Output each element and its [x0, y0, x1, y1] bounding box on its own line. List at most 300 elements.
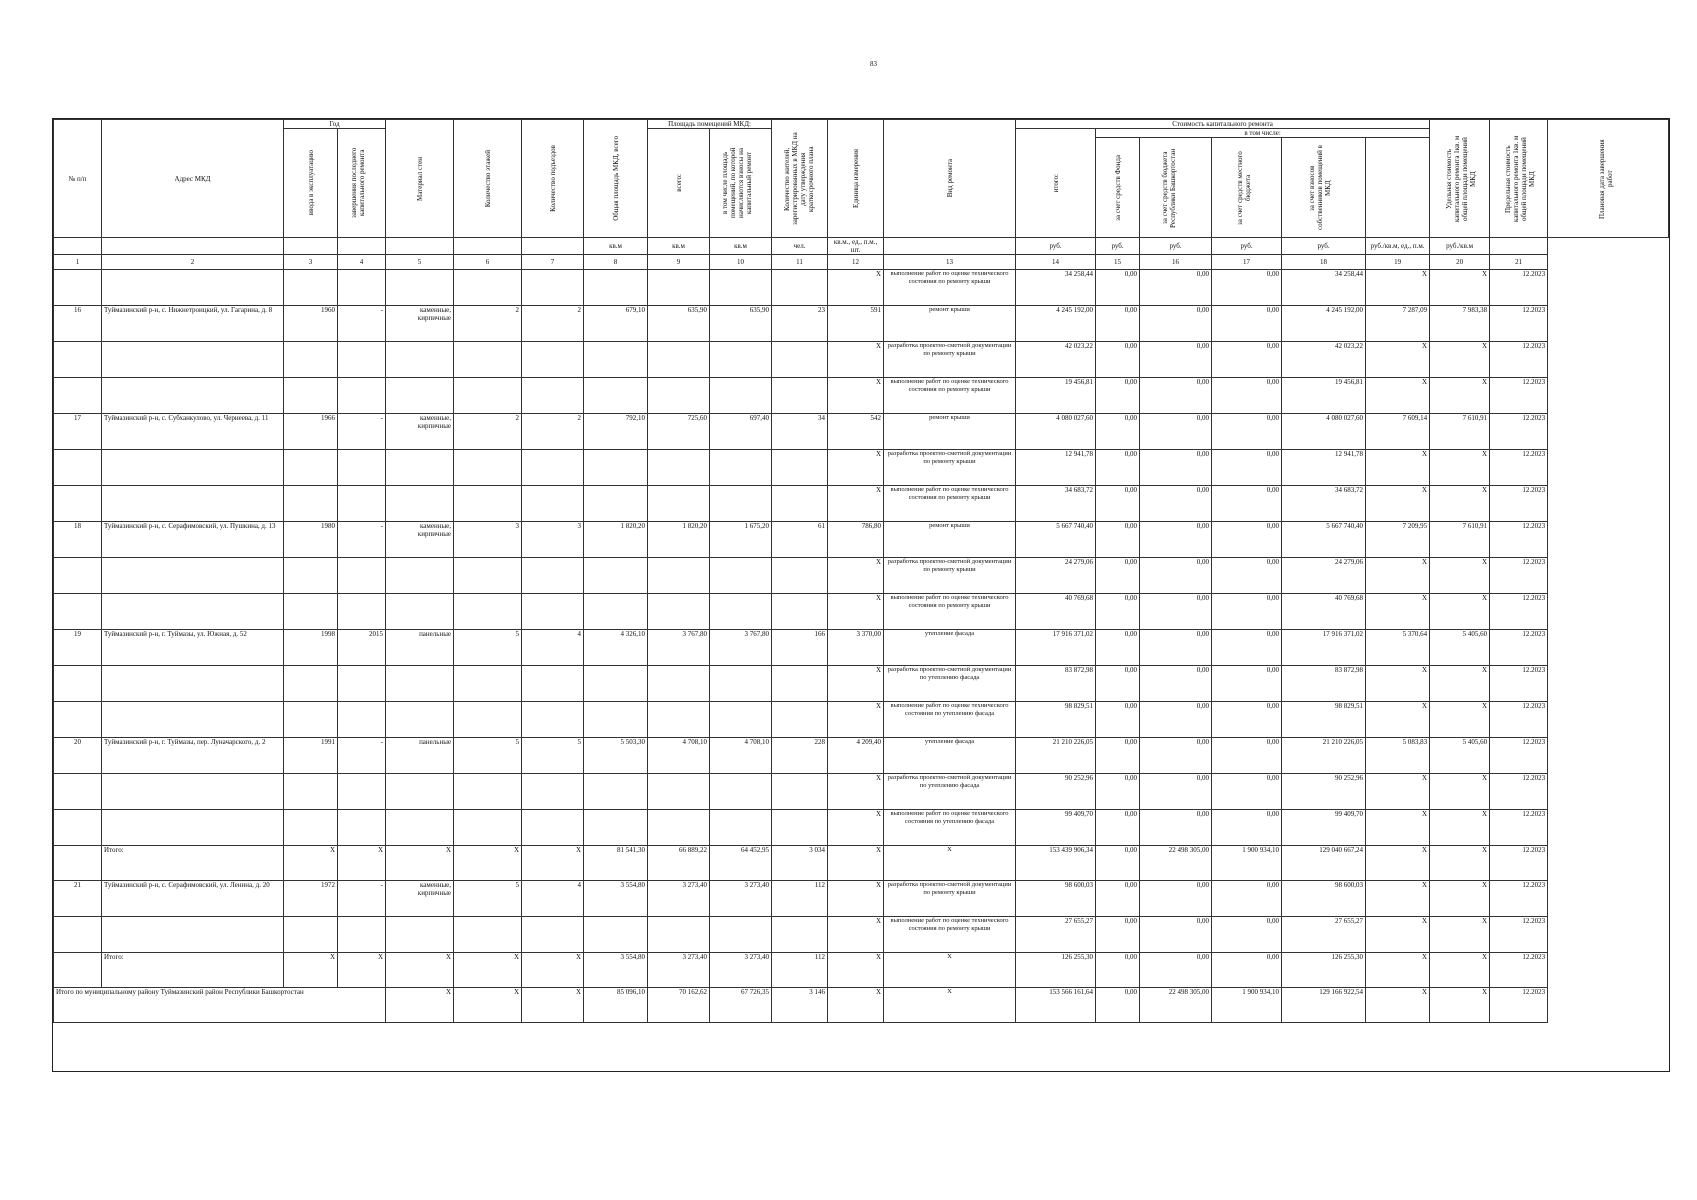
cell-work: утепление фасада — [884, 738, 1016, 774]
grand-total-c12: X — [828, 988, 884, 1023]
cell-a9: 4 708,10 — [648, 738, 710, 774]
cell-a9: 725,60 — [648, 414, 710, 450]
header-premises-incl: в том числе площадь помещений, по которой начисляются взносы на капитальный ремонт — [710, 129, 772, 238]
cell-a8 — [584, 594, 648, 630]
cell-work: разработка проектно-сметной документации по утеплению фасада — [884, 666, 1016, 702]
cell-c11 — [772, 810, 828, 846]
cell-c18: 24 279,06 — [1282, 558, 1366, 594]
cell-en — [522, 378, 584, 414]
cell-c16: 0,00 — [1140, 342, 1212, 378]
cell-a8 — [584, 450, 648, 486]
cell-c15: 0,00 — [1096, 846, 1140, 881]
cell-c17: 0,00 — [1212, 594, 1282, 630]
cell-addr — [102, 594, 284, 630]
header-planned-date: Плановая дата завершения работ — [1548, 120, 1669, 238]
unit-cell — [54, 238, 102, 255]
cell-c21: 12.2023 — [1490, 522, 1548, 558]
cell-y2: 2015 — [338, 630, 386, 666]
cell-addr: Туймазинский р-н, г. Туймазы, ул. Южная, д. 52 — [102, 630, 284, 666]
cell-fl — [454, 486, 522, 522]
table-row — [54, 594, 1669, 630]
cell-c18: 126 255,30 — [1282, 953, 1366, 988]
cell-c20: X — [1430, 594, 1490, 630]
cell-a10: 635,90 — [710, 306, 772, 342]
column-numbers-row — [54, 255, 1669, 270]
cell-c14: 98 829,51 — [1016, 702, 1096, 738]
grand-total-c20: X — [1430, 988, 1490, 1023]
cell-c15: 0,00 — [1096, 378, 1140, 414]
cell-c12: X — [828, 486, 884, 522]
cell-fl — [454, 450, 522, 486]
cell-n: 16 — [54, 306, 102, 342]
cell-addr — [102, 378, 284, 414]
cell-a10 — [710, 378, 772, 414]
table-row — [54, 342, 1669, 378]
cell-a9 — [648, 774, 710, 810]
cell-mat — [386, 378, 454, 414]
cell-c19: X — [1366, 810, 1430, 846]
cell-n — [54, 810, 102, 846]
cell-y2 — [338, 594, 386, 630]
cell-c14: 17 916 371,02 — [1016, 630, 1096, 666]
cell-c14: 4 080 027,60 — [1016, 414, 1096, 450]
cell-mat — [386, 810, 454, 846]
cell-en — [522, 486, 584, 522]
cell-a8 — [584, 486, 648, 522]
cell-c19: X — [1366, 594, 1430, 630]
cell-c17: 0,00 — [1212, 378, 1282, 414]
cell-y1: X — [284, 846, 338, 881]
unit-cell — [522, 238, 584, 255]
cell-a9: 66 889,22 — [648, 846, 710, 881]
cell-a9 — [648, 270, 710, 306]
cell-fl — [454, 270, 522, 306]
cell-c17: 0,00 — [1212, 558, 1282, 594]
cell-c11: 3 034 — [772, 846, 828, 881]
cell-c20: X — [1430, 378, 1490, 414]
column-number-cell: 11 — [772, 255, 828, 270]
cell-en: 2 — [522, 306, 584, 342]
cell-work: ремонт крыши — [884, 414, 1016, 450]
cell-addr: Туймазинский р-н, с. Серафимовский, ул. Пушкина, д. 13 — [102, 522, 284, 558]
cell-c21: 12.2023 — [1490, 953, 1548, 988]
column-number-cell: 20 — [1430, 255, 1490, 270]
cell-n: 17 — [54, 414, 102, 450]
cell-work: разработка проектно-сметной документации по утеплению фасада — [884, 774, 1016, 810]
table-row — [54, 378, 1669, 414]
cell-c19: X — [1366, 846, 1430, 881]
cell-mat — [386, 702, 454, 738]
cell-c11 — [772, 917, 828, 953]
table-row — [54, 881, 1669, 917]
cell-c11: 23 — [772, 306, 828, 342]
cell-a9 — [648, 594, 710, 630]
cell-c17: 0,00 — [1212, 450, 1282, 486]
cell-y1 — [284, 342, 338, 378]
cell-c15: 0,00 — [1096, 522, 1140, 558]
cell-c16: 0,00 — [1140, 702, 1212, 738]
cell-work: выполнение работ по оценке технического состояния по ремонту крыши — [884, 486, 1016, 522]
unit-cell: чел. — [772, 238, 828, 255]
cell-c12: X — [828, 378, 884, 414]
cell-c16: 22 498 305,00 — [1140, 846, 1212, 881]
cell-c14: 34 683,72 — [1016, 486, 1096, 522]
cell-y2 — [338, 774, 386, 810]
cell-c18: 21 210 226,05 — [1282, 738, 1366, 774]
cell-en — [522, 342, 584, 378]
cell-c18: 42 023,22 — [1282, 342, 1366, 378]
grand-total-c21: 12.2023 — [1490, 988, 1548, 1023]
cell-c18: 98 600,03 — [1282, 881, 1366, 917]
cell-c17: 0,00 — [1212, 738, 1282, 774]
cell-c17: 0,00 — [1212, 917, 1282, 953]
cell-c19: X — [1366, 917, 1430, 953]
unit-cell — [1490, 238, 1548, 255]
grand-total-c7: X — [522, 988, 584, 1023]
column-number-cell: 19 — [1366, 255, 1430, 270]
cell-work: разработка проектно-сметной документации по ремонту крыши — [884, 881, 1016, 917]
cell-a8: 792,10 — [584, 414, 648, 450]
cell-mat: панельные — [386, 738, 454, 774]
cell-c14: 21 210 226,05 — [1016, 738, 1096, 774]
cell-work: ремонт крыши — [884, 306, 1016, 342]
column-number-cell: 16 — [1140, 255, 1212, 270]
cell-c11 — [772, 558, 828, 594]
cell-a9: 3 273,40 — [648, 881, 710, 917]
cell-fl — [454, 342, 522, 378]
cell-c11 — [772, 270, 828, 306]
cell-a8 — [584, 774, 648, 810]
grand-total-c15: 0,00 — [1096, 988, 1140, 1023]
cell-en — [522, 702, 584, 738]
cell-addr: Туймазинский р-н, с. Субханкулово, ул. Чернеева, д. 11 — [102, 414, 284, 450]
cell-y2 — [338, 810, 386, 846]
cell-c16: 0,00 — [1140, 630, 1212, 666]
cell-y1 — [284, 378, 338, 414]
grand-total-c6: X — [454, 988, 522, 1023]
cell-c19: 5 083,83 — [1366, 738, 1430, 774]
cell-c17: 0,00 — [1212, 881, 1282, 917]
grand-total-work: X — [884, 988, 1016, 1023]
cell-mat — [386, 666, 454, 702]
cell-mat: X — [386, 953, 454, 988]
cell-y2 — [338, 917, 386, 953]
cell-c14: 99 409,70 — [1016, 810, 1096, 846]
cell-y1: 1998 — [284, 630, 338, 666]
cell-y2: X — [338, 953, 386, 988]
cell-en: X — [522, 953, 584, 988]
cell-c21: 12.2023 — [1490, 810, 1548, 846]
unit-cell — [284, 238, 338, 255]
cell-y1 — [284, 270, 338, 306]
header-floors: Количество этажей — [454, 120, 522, 238]
cell-c17: 0,00 — [1212, 486, 1282, 522]
cell-c14: 12 941,78 — [1016, 450, 1096, 486]
cell-c16: 0,00 — [1140, 594, 1212, 630]
cell-c17: 0,00 — [1212, 630, 1282, 666]
cell-c20: X — [1430, 342, 1490, 378]
grand-total-c14: 153 566 161,64 — [1016, 988, 1096, 1023]
cell-a8: 81 541,30 — [584, 846, 648, 881]
cell-a10 — [710, 917, 772, 953]
cell-c19: 5 370,64 — [1366, 630, 1430, 666]
cell-c21: 12.2023 — [1490, 881, 1548, 917]
cell-c21: 12.2023 — [1490, 702, 1548, 738]
cell-c18: 99 409,70 — [1282, 810, 1366, 846]
cell-en — [522, 810, 584, 846]
unit-cell: кв.м — [710, 238, 772, 255]
cell-a8: 1 820,20 — [584, 522, 648, 558]
cell-a9 — [648, 378, 710, 414]
cell-a10: 3 273,40 — [710, 953, 772, 988]
cell-c14: 40 769,68 — [1016, 594, 1096, 630]
cell-c15: 0,00 — [1096, 702, 1140, 738]
header-cost: Стоимость капитального ремонта — [1016, 120, 1430, 129]
cell-y1: 1972 — [284, 881, 338, 917]
cell-y1: 1960 — [284, 306, 338, 342]
cell-a10 — [710, 810, 772, 846]
header-unit-cost: Удельная стоимость капитального ремонта 1кв. м общей площади помещений МКД — [1430, 120, 1490, 238]
column-number-cell: 5 — [386, 255, 454, 270]
cell-mat: каменные, кирпичные — [386, 522, 454, 558]
cell-y2: - — [338, 306, 386, 342]
cell-mat — [386, 917, 454, 953]
cell-c19: X — [1366, 450, 1430, 486]
cell-addr: Итого: — [102, 846, 284, 881]
table-row — [54, 917, 1669, 953]
cell-mat — [386, 774, 454, 810]
cell-c15: 0,00 — [1096, 881, 1140, 917]
cell-n — [54, 774, 102, 810]
cell-y1 — [284, 558, 338, 594]
cell-c19: X — [1366, 702, 1430, 738]
cell-n — [54, 594, 102, 630]
cell-a10 — [710, 594, 772, 630]
cell-n — [54, 270, 102, 306]
cell-a10 — [710, 666, 772, 702]
cell-c21: 12.2023 — [1490, 450, 1548, 486]
cell-addr: Итого: — [102, 953, 284, 988]
cell-fl — [454, 666, 522, 702]
cell-c11: 34 — [772, 414, 828, 450]
cell-c11 — [772, 450, 828, 486]
cell-fl — [454, 702, 522, 738]
cell-c20: X — [1430, 450, 1490, 486]
cell-mat: каменные, кирпичные — [386, 414, 454, 450]
unit-cell: руб./кв.м, ед., п.м. — [1366, 238, 1430, 255]
column-number-cell: 10 — [710, 255, 772, 270]
cell-fl — [454, 774, 522, 810]
unit-cell — [338, 238, 386, 255]
cell-work: выполнение работ по оценке технического состояния по ремонту крыши — [884, 270, 1016, 306]
grand-total-c16: 22 498 305,00 — [1140, 988, 1212, 1023]
cell-c11 — [772, 378, 828, 414]
table-row — [54, 522, 1669, 558]
cell-c11: 61 — [772, 522, 828, 558]
cell-c20: X — [1430, 881, 1490, 917]
grand-total-c11: 3 146 — [772, 988, 828, 1023]
cell-c16: 0,00 — [1140, 306, 1212, 342]
column-number-cell: 3 — [284, 255, 338, 270]
cell-c18: 83 872,98 — [1282, 666, 1366, 702]
cell-y1 — [284, 702, 338, 738]
cell-work: выполнение работ по оценке технического состояния по утеплению фасада — [884, 702, 1016, 738]
cell-y2 — [338, 270, 386, 306]
header-unit: Единица измерения — [828, 120, 884, 238]
cell-c15: 0,00 — [1096, 270, 1140, 306]
cell-c17: 0,00 — [1212, 810, 1282, 846]
cell-en — [522, 666, 584, 702]
column-number-cell: 8 — [584, 255, 648, 270]
unit-cell: руб. — [1282, 238, 1366, 255]
cell-mat — [386, 594, 454, 630]
cell-n: 19 — [54, 630, 102, 666]
cell-c21: 12.2023 — [1490, 630, 1548, 666]
cell-a10 — [710, 270, 772, 306]
cell-a9: 3 273,40 — [648, 953, 710, 988]
cell-en — [522, 594, 584, 630]
cell-y2 — [338, 378, 386, 414]
cell-c21: 12.2023 — [1490, 486, 1548, 522]
cell-y2 — [338, 702, 386, 738]
unit-cell: руб. — [1016, 238, 1096, 255]
cell-work: выполнение работ по оценке технического состояния по утеплению фасада — [884, 810, 1016, 846]
cell-a10 — [710, 342, 772, 378]
cell-addr — [102, 270, 284, 306]
cell-c17: 0,00 — [1212, 522, 1282, 558]
cell-work: разработка проектно-сметной документации по ремонту крыши — [884, 342, 1016, 378]
cell-en — [522, 450, 584, 486]
cell-c16: 0,00 — [1140, 378, 1212, 414]
cell-c20: X — [1430, 917, 1490, 953]
cell-c17: 0,00 — [1212, 666, 1282, 702]
cell-c21: 12.2023 — [1490, 846, 1548, 881]
cell-a8 — [584, 378, 648, 414]
cell-a8: 679,10 — [584, 306, 648, 342]
cell-mat: каменные, кирпичные — [386, 881, 454, 917]
cell-c14: 27 655,27 — [1016, 917, 1096, 953]
cell-a9: 635,90 — [648, 306, 710, 342]
cell-c16: 0,00 — [1140, 666, 1212, 702]
table-row — [54, 414, 1669, 450]
cell-c14: 5 667 740,40 — [1016, 522, 1096, 558]
unit-cell — [454, 238, 522, 255]
cell-c12: X — [828, 917, 884, 953]
cell-a9: 3 767,80 — [648, 630, 710, 666]
cell-c12: X — [828, 666, 884, 702]
cell-y2: - — [338, 881, 386, 917]
cell-c18: 5 667 740,40 — [1282, 522, 1366, 558]
cell-y2 — [338, 486, 386, 522]
cell-n — [54, 702, 102, 738]
cell-c15: 0,00 — [1096, 917, 1140, 953]
cell-c19: 7 287,09 — [1366, 306, 1430, 342]
cell-c20: X — [1430, 774, 1490, 810]
cell-c21: 12.2023 — [1490, 774, 1548, 810]
header-residents: Количество жителей, зарегистрированных в МКД на дату утверждения краткосрочного плана — [772, 120, 828, 238]
cell-c18: 4 245 192,00 — [1282, 306, 1366, 342]
cell-n: 20 — [54, 738, 102, 774]
cell-fl: 3 — [454, 522, 522, 558]
cell-c20: X — [1430, 953, 1490, 988]
cell-c18: 12 941,78 — [1282, 450, 1366, 486]
cell-c17: 1 900 934,10 — [1212, 846, 1282, 881]
cell-c18: 129 040 667,24 — [1282, 846, 1366, 881]
grand-total-a8: 85 096,10 — [584, 988, 648, 1023]
cell-c11: 112 — [772, 881, 828, 917]
cell-c11: 228 — [772, 738, 828, 774]
cell-a10: 3 273,40 — [710, 881, 772, 917]
cell-c15: 0,00 — [1096, 342, 1140, 378]
cell-c12: X — [828, 881, 884, 917]
grand-total-row — [54, 988, 1669, 1023]
cell-mat: каменные, кирпичные — [386, 306, 454, 342]
cell-c12: 4 209,40 — [828, 738, 884, 774]
cell-a10 — [710, 486, 772, 522]
cell-c20: X — [1430, 486, 1490, 522]
cell-mat — [386, 342, 454, 378]
cell-c18: 90 252,96 — [1282, 774, 1366, 810]
cell-c11 — [772, 702, 828, 738]
cell-addr — [102, 450, 284, 486]
cell-c11 — [772, 342, 828, 378]
cell-a10 — [710, 774, 772, 810]
column-number-cell: 4 — [338, 255, 386, 270]
grand-total-a10: 67 726,35 — [710, 988, 772, 1023]
cell-addr — [102, 558, 284, 594]
units-row — [54, 238, 1669, 255]
unit-cell: руб. — [1140, 238, 1212, 255]
cell-a10 — [710, 558, 772, 594]
subtotal-row — [54, 953, 1669, 988]
cell-c15: 0,00 — [1096, 486, 1140, 522]
cell-c16: 0,00 — [1140, 558, 1212, 594]
unit-cell: руб. — [1212, 238, 1282, 255]
cell-c14: 98 600,03 — [1016, 881, 1096, 917]
cell-a8 — [584, 270, 648, 306]
cell-en: 5 — [522, 738, 584, 774]
cell-y1: 1966 — [284, 414, 338, 450]
column-number-cell: 1 — [54, 255, 102, 270]
cell-fl — [454, 558, 522, 594]
cell-a9: 1 820,20 — [648, 522, 710, 558]
cell-a8: 3 554,80 — [584, 953, 648, 988]
cell-n — [54, 666, 102, 702]
cell-work: разработка проектно-сметной документации по ремонту крыши — [884, 450, 1016, 486]
cell-y1: 1991 — [284, 738, 338, 774]
cell-y2 — [338, 558, 386, 594]
cell-y1 — [284, 486, 338, 522]
column-number-cell: 14 — [1016, 255, 1096, 270]
cell-c21: 12.2023 — [1490, 594, 1548, 630]
cell-n: 21 — [54, 881, 102, 917]
cell-fl: 2 — [454, 306, 522, 342]
cell-c18: 40 769,68 — [1282, 594, 1366, 630]
cell-a9 — [648, 486, 710, 522]
cell-c17: 0,00 — [1212, 953, 1282, 988]
cell-c18: 4 080 027,60 — [1282, 414, 1366, 450]
column-number-cell: 15 — [1096, 255, 1140, 270]
cell-c17: 0,00 — [1212, 270, 1282, 306]
cell-a8 — [584, 702, 648, 738]
cell-en — [522, 270, 584, 306]
table-row — [54, 306, 1669, 342]
cell-mat — [386, 270, 454, 306]
cell-c15: 0,00 — [1096, 414, 1140, 450]
cell-work: выполнение работ по оценке технического состояния по ремонту крыши — [884, 594, 1016, 630]
cell-c15: 0,00 — [1096, 810, 1140, 846]
cell-c19: X — [1366, 486, 1430, 522]
